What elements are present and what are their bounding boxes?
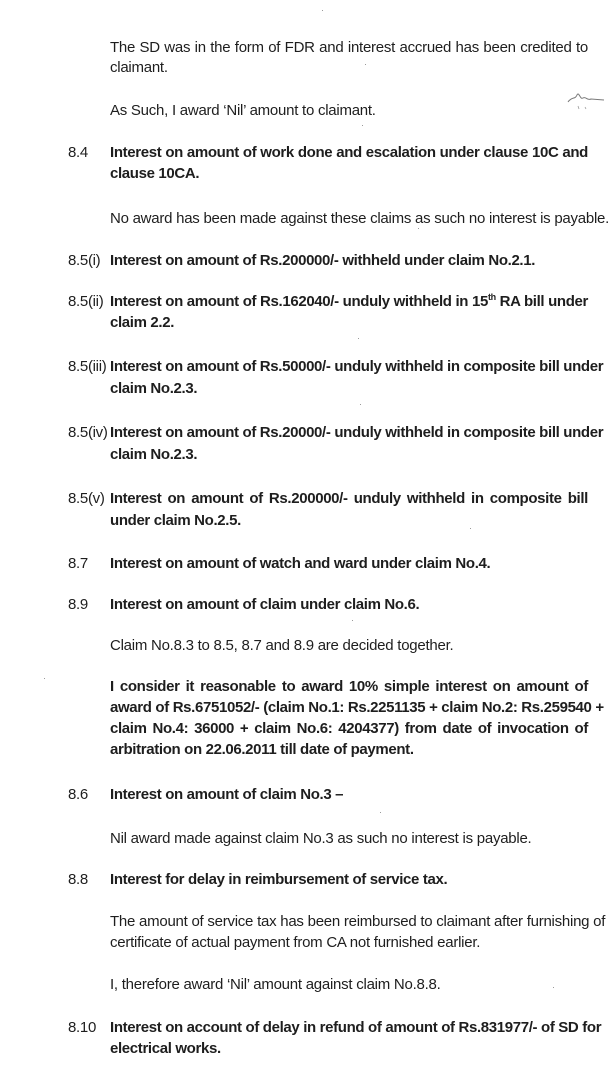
item-heading-8-4-line-1: Interest on amount of work done and escalation under clause 10C and xyxy=(110,144,588,161)
paragraph-no-award: No award has been made against these claims as such no interest is payable. xyxy=(110,210,610,227)
paragraph-award-nil-8-8: I, therefore award ‘Nil’ amount against claim No.8.8. xyxy=(110,976,441,993)
paragraph-award-nil: As Such, I award ‘Nil’ amount to claimant. xyxy=(110,102,376,119)
scan-speck xyxy=(322,10,323,11)
item-heading-8-9: Interest on amount of claim under claim No.6. xyxy=(110,596,420,613)
item-heading-8-10-line-1: Interest on account of delay in refund of amount of Rs.831977/- of SD for xyxy=(110,1019,602,1036)
scan-speck xyxy=(358,338,359,339)
item-heading-8-5-iv-line-2: claim No.2.3. xyxy=(110,446,198,463)
scan-speck xyxy=(362,125,363,126)
item-number-8-5-iii: 8.5(iii) xyxy=(68,358,107,375)
paragraph-interest-award-line-3: claim No.4: 36000 + claim No.6: 4204377) from date of invocation of xyxy=(110,720,588,737)
item-number-8-7: 8.7 xyxy=(68,555,88,572)
item-number-8-5-iv: 8.5(iv) xyxy=(68,424,108,441)
item-heading-8-5-ii-line-1: Interest on amount of Rs.162040/- unduly withheld in 15th RA bill under xyxy=(110,292,589,310)
item-heading-8-5-iii-line-1: Interest on amount of Rs.50000/- unduly withheld in composite bill under xyxy=(110,358,604,375)
item-heading-8-5-v-line-2: under claim No.2.5. xyxy=(110,512,241,529)
paragraph-decided-together: Claim No.8.3 to 8.5, 8.7 and 8.9 are decided together. xyxy=(110,637,454,654)
paragraph-service-tax-line-2: certificate of actual payment from CA not furnished earlier. xyxy=(110,934,481,951)
scan-speck xyxy=(418,228,419,229)
paragraph-interest-award-line-2: award of Rs.6751052/- (claim No.1: Rs.2251135 + claim No.2: Rs.259540 + xyxy=(110,699,604,716)
item-number-8-10: 8.10 xyxy=(68,1019,96,1036)
scan-speck xyxy=(352,620,353,621)
scan-speck xyxy=(553,987,554,988)
item-number-8-5-i: 8.5(i) xyxy=(68,252,101,269)
paragraph-fdr-line-2: claimant. xyxy=(110,59,168,76)
paragraph-interest-award-line-1: I consider it reasonable to award 10% simple interest on amount of xyxy=(110,678,588,695)
item-number-8-5-ii: 8.5(ii) xyxy=(68,293,104,310)
item-heading-8-6: Interest on amount of claim No.3 – xyxy=(110,786,344,803)
item-heading-8-5-ii-line-2: claim 2.2. xyxy=(110,314,175,331)
item-number-8-4: 8.4 xyxy=(68,144,88,161)
item-heading-8-5-iv-line-1: Interest on amount of Rs.20000/- unduly withheld in composite bill under xyxy=(110,424,604,441)
item-heading-8-5-iii-line-2: claim No.2.3. xyxy=(110,380,198,397)
scan-speck xyxy=(470,528,471,529)
paragraph-nil-award-claim-3: Nil award made against claim No.3 as such no interest is payable. xyxy=(110,830,532,847)
item-heading-8-5-v-line-1: Interest on amount of Rs.200000/- unduly withheld in composite bill xyxy=(110,490,588,507)
paragraph-interest-award-line-4: arbitration on 22.06.2011 till date of payment. xyxy=(110,741,414,758)
scan-speck xyxy=(360,404,361,405)
item-heading-8-5-i: Interest on amount of Rs.200000/- withheld under claim No.2.1. xyxy=(110,252,536,269)
item-number-8-9: 8.9 xyxy=(68,596,88,613)
paragraph-fdr-line-1: The SD was in the form of FDR and interest accrued has been credited to xyxy=(110,39,588,56)
item-heading-8-4-line-2: clause 10CA. xyxy=(110,165,200,182)
scan-speck xyxy=(44,678,45,679)
paragraph-service-tax-line-1: The amount of service tax has been reimbursed to claimant after furnishing of xyxy=(110,913,606,930)
item-number-8-8: 8.8 xyxy=(68,871,88,888)
item-heading-8-7: Interest on amount of watch and ward under claim No.4. xyxy=(110,555,491,572)
item-number-8-6: 8.6 xyxy=(68,786,88,803)
handwritten-initials-mark xyxy=(566,86,606,112)
item-heading-8-10-line-2: electrical works. xyxy=(110,1040,221,1057)
item-number-8-5-v: 8.5(v) xyxy=(68,490,105,507)
scan-speck xyxy=(380,812,381,813)
item-heading-8-8: Interest for delay in reimbursement of service tax. xyxy=(110,871,448,888)
scan-speck xyxy=(365,64,366,65)
